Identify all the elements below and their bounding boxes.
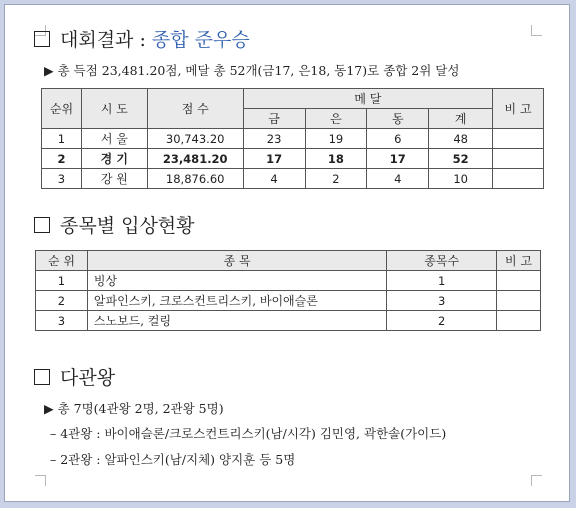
checkbox-square-icon xyxy=(34,31,50,47)
header-score: 점 수 xyxy=(147,89,243,129)
header-count: 종목수 xyxy=(387,251,497,271)
header-gold: 금 xyxy=(243,109,305,129)
section-heading-events: 종목별 입상현황 xyxy=(34,214,195,238)
header-bronze: 동 xyxy=(367,109,429,129)
table-row-highlighted: 2 경 기 23,481.20 17 18 17 52 xyxy=(42,149,544,169)
header-note: 비 고 xyxy=(497,251,541,271)
header-total: 계 xyxy=(429,109,493,129)
table-row: 1 빙상 1 xyxy=(36,271,541,291)
table-row: 3 스노보드, 컬링 2 xyxy=(36,311,541,331)
results-summary: ▶ 총 득점 23,481.20점, 메달 총 52개(금17, 은18, 동17)로 종합 2위 달성 xyxy=(44,63,460,78)
table-row: 3 강 원 18,876.60 4 2 4 10 xyxy=(42,169,544,189)
multi-medalists-line-4: – 4관왕 : 바이애슬론/크로스컨트리스키(남/시각) 김민영, 곽한솔(가이드) xyxy=(50,426,447,441)
header-event: 종 목 xyxy=(87,251,386,271)
margin-corner-mark xyxy=(35,475,46,486)
multi-medalists-line-2: – 2관왕 : 알파인스키(남/지체) 양지훈 등 5명 xyxy=(50,452,296,467)
margin-corner-mark xyxy=(531,475,542,486)
header-silver: 은 xyxy=(305,109,367,129)
events-table xyxy=(35,250,541,331)
margin-corner-mark xyxy=(531,25,542,36)
table-row: 2 알파인스키, 크로스컨트리스키, 바이애슬론 3 xyxy=(36,291,541,311)
checkbox-square-icon xyxy=(34,217,50,233)
header-note: 비 고 xyxy=(493,89,544,129)
section-heading-multi-medalists: 다관왕 xyxy=(34,366,115,390)
header-medal: 메 달 xyxy=(243,89,492,109)
checkbox-square-icon xyxy=(34,369,50,385)
table-row: 1 서 울 30,743.20 23 19 6 48 xyxy=(42,129,544,149)
header-region: 시 도 xyxy=(81,89,147,129)
results-table xyxy=(41,88,544,189)
header-rank: 순위 xyxy=(42,89,82,129)
section-heading-results: 대회결과 : 종합 준우승 xyxy=(34,28,250,52)
multi-medalists-summary: ▶ 총 7명(4관왕 2명, 2관왕 5명) xyxy=(44,401,224,416)
header-rank: 순 위 xyxy=(36,251,88,271)
